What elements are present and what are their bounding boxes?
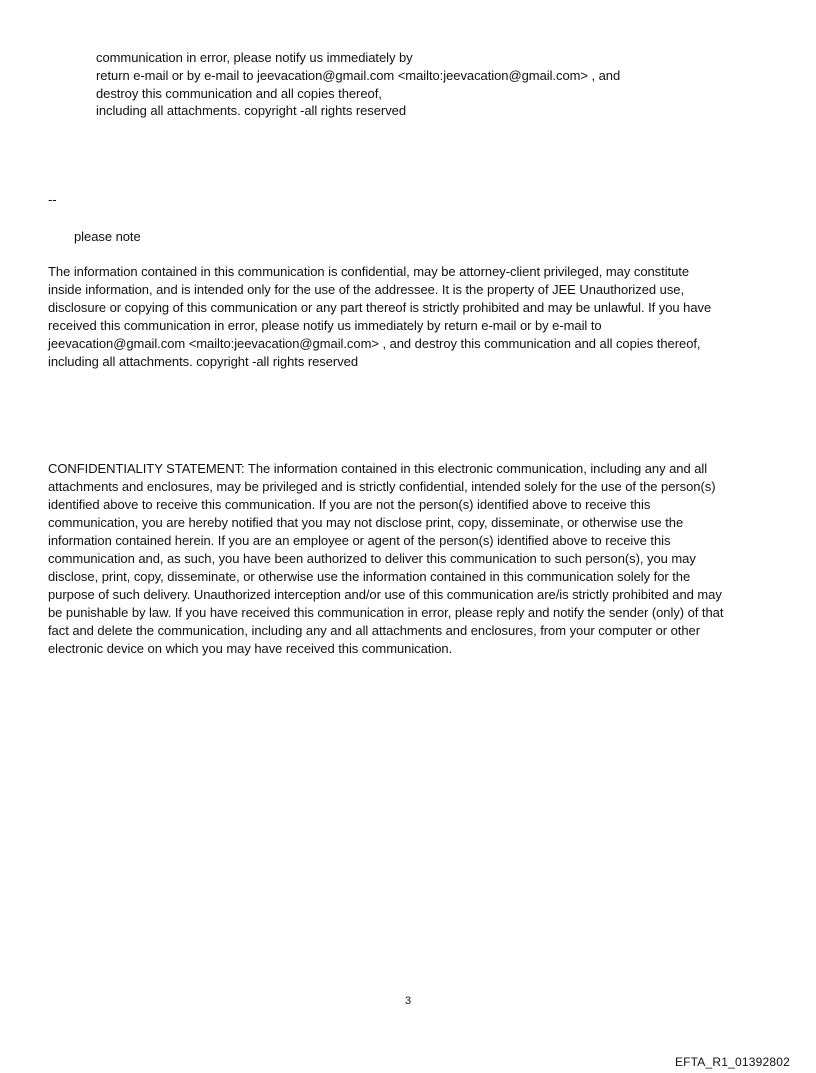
- text-line: communication and, as such, you have been authorized to deliver this communication to such person(s), you may: [48, 551, 696, 566]
- text-line: disclosure or copying of this communication or any part thereof is strictly prohibited and may be unlawful. If you have: [48, 300, 712, 315]
- text-line: destroy this communication and all copies thereof,: [96, 86, 382, 101]
- note-heading: please note: [74, 229, 141, 244]
- text-line: fact and delete the communication, including any and all attachments and enclosures, from your computer or other: [48, 623, 700, 638]
- text-line: information contained herein. If you are an employee or agent of the person(s) identified above to receive this: [48, 533, 671, 548]
- text-line: The information contained in this communication is confidential, may be attorney-client privileged, may constitute: [48, 264, 690, 279]
- text-line: disclose, print, copy, disseminate, or otherwise use the information contained in this communication solely for the: [48, 569, 691, 584]
- text-line: identified above to receive this communication. If you are not the person(s) identified above to receive this: [48, 497, 651, 512]
- text-line: including all attachments. copyright -all rights reserved: [96, 103, 407, 118]
- page-number: 3: [404, 995, 412, 1007]
- text-line: attachments and enclosures, may be privileged and is strictly confidential, intended solely for the use of the person(s): [48, 479, 716, 494]
- text-line: including all attachments. copyright -all rights reserved: [48, 354, 359, 369]
- text-line: jeevacation@gmail.com <mailto:jeevacation@gmail.com> , and destroy this communication and all copies thereof,: [48, 336, 701, 351]
- text-line: received this communication in error, please notify us immediately by return e-mail or by e-mail to: [48, 318, 602, 333]
- text-line: inside information, and is intended only for the use of the addressee. It is the property of JEE Unauthorized use,: [48, 282, 685, 297]
- text-line: purpose of such delivery. Unauthorized interception and/or use of this communication are/is strictly prohibited and may: [48, 587, 722, 602]
- text-line: electronic device on which you may have received this communication.: [48, 641, 453, 656]
- document-id-stamp: EFTA_R1_01392802: [674, 1055, 790, 1069]
- text-line: be punishable by law. If you have received this communication in error, please reply and notify the sender (only) of that: [48, 605, 724, 620]
- text-line: communication in error, please notify us immediately by: [96, 50, 413, 65]
- text-line: communication, you are hereby notified that you may not disclose print, copy, disseminate, or otherwise use the: [48, 515, 684, 530]
- signature-separator: --: [48, 192, 57, 207]
- text-line: CONFIDENTIALITY STATEMENT: The information contained in this electronic communication, including any and all: [48, 461, 708, 476]
- text-line: return e-mail or by e-mail to jeevacation@gmail.com <mailto:jeevacation@gmail.com> , and: [96, 68, 621, 83]
